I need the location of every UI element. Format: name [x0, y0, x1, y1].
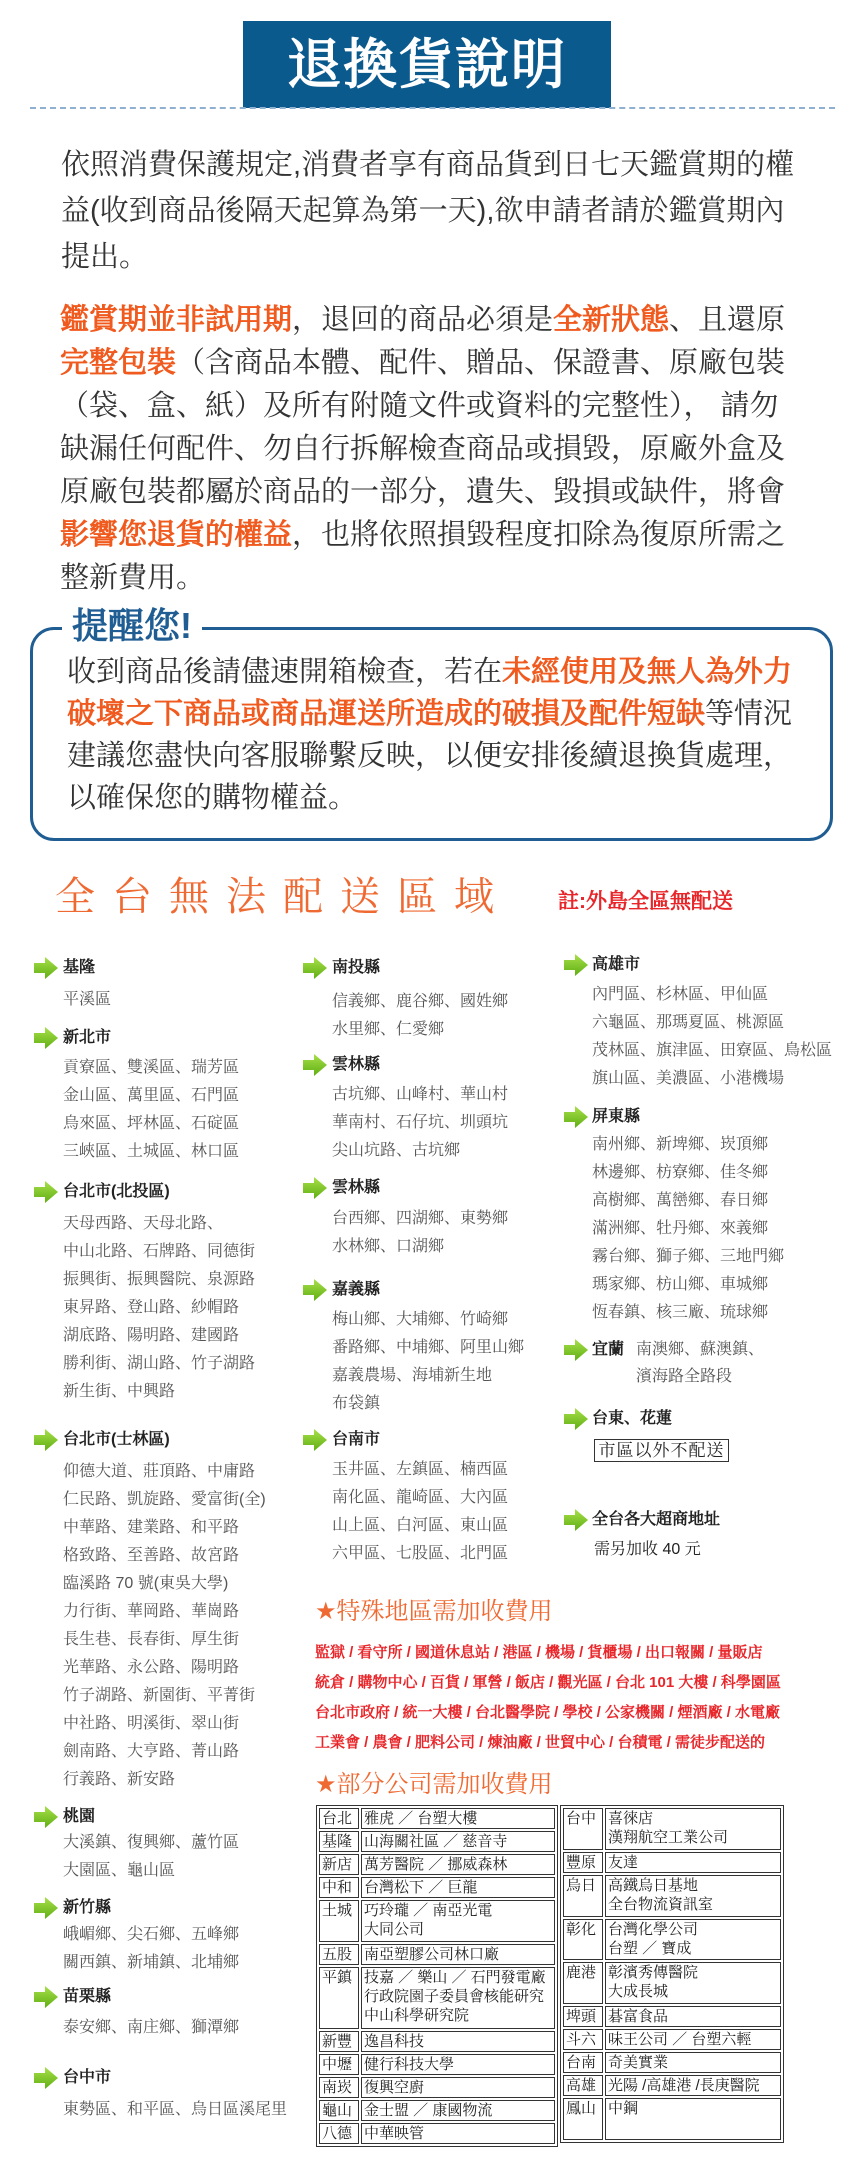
- green-arrow-icon: [33, 956, 59, 980]
- region-name: 全台各大超商地址: [592, 1511, 721, 1528]
- company-names: [605, 1808, 781, 1850]
- company-names: [605, 2006, 781, 2027]
- region-heading: [592, 1508, 720, 1532]
- company-row: [319, 1831, 555, 1852]
- region-list: [592, 1131, 784, 1327]
- green-arrow-icon: [33, 1026, 59, 1050]
- company-name: 全台物流資訊室: [608, 1895, 714, 1913]
- green-arrow-icon: [302, 1053, 328, 1077]
- region-name: 台北市(北投區): [63, 1183, 170, 1200]
- region-line: 林邊鄉、枋寮鄉、佳冬鄉: [592, 1164, 769, 1181]
- company-name: 大成長城: [608, 1983, 669, 2001]
- region-line: 旗山區、美濃區、小港機場: [592, 1070, 785, 1087]
- region-line: 水林鄉、口湖鄉: [332, 1238, 445, 1255]
- region-section: [63, 1896, 239, 1977]
- text-line: [60, 428, 785, 471]
- region-list: [332, 988, 508, 1044]
- region-line: 湖底路、陽明路、建國路: [63, 1327, 240, 1344]
- region-line: 茂林區、旗津區、田寮區、鳥松區: [592, 1042, 833, 1059]
- region-heading: [63, 1026, 239, 1050]
- company-name: 味王公司 ／ 台塑六輕: [608, 2031, 752, 2049]
- region-line: 新生街、中興路: [63, 1383, 176, 1400]
- company-names: [361, 1900, 555, 1942]
- text-line: [67, 735, 792, 777]
- company-names: [361, 1944, 555, 1965]
- company-names: [361, 2031, 555, 2052]
- company-row: [563, 1962, 781, 2004]
- company-name: 巧玲瓏 ／ 南亞光電: [364, 1902, 493, 1919]
- region-line: 光華路、永公路、陽明路: [63, 1659, 240, 1676]
- text-segment: 依照消費保護規定,消費者享有商品貨到日七天鑑賞期的權: [61, 149, 795, 181]
- region-heading: [592, 1338, 765, 1385]
- company-names: [605, 2098, 781, 2140]
- green-arrow-icon: [563, 953, 589, 977]
- text-segment: 等情況: [705, 698, 793, 730]
- region-section: [63, 2066, 287, 2124]
- company-name: 中鋼: [608, 2100, 639, 2118]
- company-names: [605, 2029, 781, 2050]
- region-section: [332, 1278, 524, 1418]
- text-segment: 收到商品後請儘速開箱檢查，若在: [67, 656, 503, 688]
- region-line: 關西鎮、新埔鎮、北埔鄉: [63, 1954, 240, 1971]
- text-line: [60, 299, 785, 342]
- company-row: [319, 2031, 555, 2052]
- region-section: [332, 1053, 508, 1165]
- region-name: 屏東縣: [592, 1108, 641, 1125]
- region-name: 台中市: [63, 2069, 112, 2086]
- region-name: 新北市: [63, 1029, 112, 1046]
- company-row: [319, 2054, 555, 2075]
- region-name: 基隆: [63, 959, 96, 976]
- intro-paragraph: [61, 142, 794, 280]
- region-line: 平溪區: [63, 991, 112, 1008]
- company-area: 中和: [319, 1877, 359, 1898]
- region-line: 南州鄉、新埤鄉、崁頂鄉: [592, 1136, 769, 1153]
- region-section: [63, 1805, 239, 1885]
- company-row: [563, 1852, 781, 1873]
- company-area: 五股: [319, 1944, 359, 1965]
- company-row: [319, 2100, 555, 2121]
- region-line: 中社路、明溪街、翠山街: [63, 1715, 240, 1732]
- no-delivery-title: 全台無法配送區域: [55, 875, 511, 919]
- company-row: [319, 1854, 555, 1875]
- company-name: 中山科學研究院: [364, 2006, 470, 2024]
- company-area: 新豐: [319, 2031, 359, 2052]
- region-heading: [63, 1180, 255, 1204]
- text-segment: 建議您盡快向客服聯繫反映，以便安排後續退換貨處理，: [67, 740, 793, 772]
- company-area: 龜山: [319, 2100, 359, 2121]
- green-arrow-icon: [563, 1338, 589, 1362]
- company-row: [563, 2052, 781, 2073]
- company-area: 八德: [319, 2123, 359, 2144]
- region-line: 內門區、杉林區、甲仙區: [592, 986, 769, 1003]
- company-row: [563, 1919, 781, 1961]
- region-line: 金山區、萬里區、石門區: [63, 1087, 240, 1104]
- company-names: [361, 1854, 555, 1875]
- policy-paragraph: [60, 299, 785, 600]
- region-line: 振興街、振興醫院、泉源路: [63, 1271, 256, 1288]
- text-segment: （含商品本體、配件、贈品、保證書、原廠包裝: [176, 347, 786, 379]
- region-line: 恆春鎮、核三廠、琉球鄉: [592, 1304, 769, 1321]
- company-name: 台灣化學公司: [608, 1920, 699, 1938]
- region-line: 梅山鄉、大埔鄉、竹崎鄉: [332, 1311, 509, 1328]
- region-line: 勝利街、湖山路、竹子湖路: [63, 1355, 256, 1372]
- company-names: [605, 1875, 781, 1917]
- region-line: 中山北路、石牌路、同德街: [63, 1243, 256, 1260]
- region-name: 新竹縣: [63, 1899, 112, 1916]
- company-name: 復興空廚: [364, 2079, 425, 2097]
- region-list: [63, 1458, 266, 1794]
- company-name: 漢翔航空工業公司: [608, 1829, 729, 1846]
- region-line: 泰安鄉、南庄鄉、獅潭鄉: [63, 2019, 240, 2036]
- region-name: 南投縣: [332, 959, 381, 976]
- region-section: [592, 1407, 672, 1431]
- company-name: 碁富食品: [608, 2008, 669, 2026]
- companies-table-right: [560, 1805, 784, 2143]
- region-name: 雲林縣: [332, 1179, 381, 1196]
- region-name: 台南市: [332, 1431, 381, 1448]
- company-area: 新店: [319, 1854, 359, 1875]
- region-section: [332, 1176, 508, 1261]
- company-names: [361, 1967, 555, 2030]
- company-name: 奇美實業: [608, 2054, 669, 2072]
- company-names: [605, 1962, 781, 2004]
- company-row: [563, 2075, 781, 2096]
- no-delivery-note: 註:外島全區無配送: [558, 890, 733, 913]
- region-name: 宜蘭: [592, 1341, 625, 1358]
- special-area-line: 工業會 / 農會 / 肥料公司 / 煉油廠 / 世貿中心 / 台積電 / 需徒步配送的: [315, 1734, 766, 1751]
- region-line: 滿洲鄉、牡丹鄉、來義鄉: [592, 1220, 769, 1237]
- company-area: 台中: [563, 1808, 603, 1850]
- green-arrow-icon: [33, 2066, 59, 2090]
- company-name: 萬芳醫院 ／ 挪威森林: [364, 1856, 508, 1873]
- region-section: [592, 1338, 765, 1385]
- company-names: [605, 2052, 781, 2073]
- company-row: [319, 1900, 555, 1942]
- text-segment: 、且還原: [669, 304, 786, 336]
- special-areas-title: ★特殊地區需加收費用: [315, 1598, 553, 1625]
- highlight-text: 完整包裝: [60, 347, 177, 379]
- region-heading: [592, 1407, 672, 1431]
- company-name: 山海關社區 ／ 慈音寺: [364, 1833, 508, 1850]
- green-arrow-icon: [563, 1407, 589, 1431]
- region-line: 南澳鄉、蘇澳鎮、: [636, 1341, 765, 1358]
- region-heading: [63, 1985, 239, 2009]
- special-area-line: 台北市政府 / 統一大樓 / 台北醫學院 / 學校 / 公家機關 / 煙酒廠 / 水電廠: [315, 1704, 781, 1721]
- region-heading: [63, 1896, 239, 1920]
- region-list: [332, 1456, 508, 1568]
- text-segment: ，退回的商品必須是: [292, 304, 554, 336]
- company-row: [319, 1808, 555, 1829]
- company-area: 台南: [563, 2052, 603, 2073]
- text-segment: 原廠包裝都屬於商品的一部分，遺失、毀損或缺件，將會: [60, 476, 786, 508]
- region-line: 番路鄉、中埔鄉、阿里山鄉: [332, 1339, 525, 1356]
- convenience-fee: 需另加收 40 元: [594, 1541, 701, 1558]
- region-line: 南化區、龍崎區、大內區: [332, 1489, 509, 1506]
- region-line: 竹子湖路、新園街、平菁街: [63, 1687, 256, 1704]
- company-name: 彰濱秀傳醫院: [608, 1964, 699, 1982]
- region-name: 雲林縣: [332, 1056, 381, 1073]
- region-line: 布袋鎮: [332, 1395, 381, 1412]
- region-line: 中華路、建業路、和平路: [63, 1519, 240, 1536]
- green-arrow-icon: [563, 1508, 589, 1532]
- region-line: 東勢區、和平區、烏日區溪尾里: [63, 2101, 288, 2118]
- text-line: [61, 188, 794, 234]
- company-area: 基隆: [319, 1831, 359, 1852]
- company-names: [361, 2054, 555, 2075]
- text-segment: 以確保您的購物權益。: [67, 782, 358, 814]
- region-name: 高雄市: [592, 956, 641, 973]
- region-line: 玉井區、左鎮區、楠西區: [332, 1461, 509, 1478]
- reminder-title: 提醒您!: [62, 605, 202, 647]
- region-name: 桃園: [63, 1808, 96, 1825]
- region-line: 臨溪路 70 號(東吳大學): [63, 1575, 229, 1592]
- region-line: 山上區、白河區、東山區: [332, 1517, 509, 1534]
- region-section: [332, 1428, 508, 1568]
- text-line: [60, 385, 785, 428]
- company-name: 高鐵烏日基地: [608, 1876, 699, 1894]
- company-names: [605, 2075, 781, 2096]
- company-names: [361, 1877, 555, 1898]
- region-line: 水里鄉、仁愛鄉: [332, 1021, 445, 1038]
- company-name: 技嘉 ／ 樂山 ／ 石門發電廠: [364, 1968, 546, 1986]
- company-names: [605, 1919, 781, 1961]
- companies-title: ★部分公司需加收費用: [315, 1771, 553, 1798]
- region-section: [592, 1105, 784, 1327]
- company-area: 平鎮: [319, 1967, 359, 2030]
- text-line: [61, 234, 794, 280]
- company-row: [563, 2006, 781, 2027]
- company-row: [319, 1877, 555, 1898]
- region-line: 峨嵋鄉、尖石鄉、五峰鄉: [63, 1926, 240, 1943]
- highlight-text: 破壞之下商品或商品運送所造成的破損及配件短缺: [67, 698, 706, 730]
- green-arrow-icon: [302, 1428, 328, 1452]
- company-row: [563, 2029, 781, 2050]
- special-areas-list: [315, 1638, 781, 1758]
- company-area: 斗六: [563, 2029, 603, 2050]
- region-heading: [63, 2066, 287, 2090]
- region-line: 信義鄉、鹿谷鄉、國姓鄉: [332, 993, 509, 1010]
- company-name: 中華映管: [364, 2125, 425, 2143]
- region-line: 大溪鎮、復興鄉、蘆竹區: [63, 1834, 240, 1851]
- green-arrow-icon: [33, 1805, 59, 1829]
- region-line: 台西鄉、四湖鄉、東勢鄉: [332, 1210, 509, 1227]
- region-list: [592, 981, 832, 1093]
- region-heading: [63, 1805, 239, 1829]
- text-line: [60, 557, 785, 600]
- dashed-divider: [30, 107, 835, 109]
- green-arrow-icon: [33, 1896, 59, 1920]
- region-list: [63, 1921, 239, 1977]
- region-line: 力行街、華岡路、華崗路: [63, 1603, 240, 1620]
- company-area: 埤頭: [563, 2006, 603, 2027]
- green-arrow-icon: [302, 1176, 328, 1200]
- region-line: 嘉義農場、海埔新生地: [332, 1367, 493, 1384]
- text-line: [67, 777, 792, 819]
- company-area: 土城: [319, 1900, 359, 1942]
- company-name: 喜徠店: [608, 1810, 654, 1827]
- company-row: [319, 1944, 555, 1965]
- company-area: 豐原: [563, 1852, 603, 1873]
- region-list: [63, 2014, 239, 2042]
- company-names: [361, 1831, 555, 1852]
- company-area: 烏日: [563, 1875, 603, 1917]
- region-heading: [332, 1278, 524, 1302]
- region-heading: [332, 1428, 508, 1452]
- region-section: [592, 953, 832, 1093]
- page-title-banner: [243, 21, 611, 108]
- company-area: 鹿港: [563, 1962, 603, 2004]
- region-list: [63, 1210, 255, 1406]
- region-list: [332, 1205, 508, 1261]
- green-arrow-icon: [33, 1428, 59, 1452]
- text-segment: 缺漏任何配件、勿自行拆解檢查商品或損毀，原廠外盒及: [60, 433, 786, 465]
- region-line: 烏來區、坪林區、石碇區: [63, 1115, 240, 1132]
- text-segment: 益(收到商品後隔天起算為第一天),欲申請者請於鑑賞期內: [61, 195, 785, 227]
- company-name: 行政院園子委員會核能研究: [364, 1987, 545, 2005]
- region-line: 尖山坑路、古坑鄉: [332, 1142, 461, 1159]
- region-list: [332, 1081, 508, 1165]
- text-segment: 整新費用。: [60, 562, 206, 594]
- region-line: 仁民路、凱旋路、愛富街(全): [63, 1491, 266, 1508]
- region-section: [63, 1026, 239, 1166]
- special-area-line: 統倉 / 購物中心 / 百貨 / 軍營 / 飯店 / 觀光區 / 台北 101 大樓 / 科學園區: [315, 1674, 781, 1691]
- highlight-text: 影響您退貨的權益: [60, 519, 293, 551]
- region-heading: [592, 1105, 784, 1129]
- page-title: 退換貨說明: [287, 34, 567, 95]
- special-area-line: 監獄 / 看守所 / 國道休息站 / 港區 / 機場 / 貨櫃場 / 出口報關 / 量販店: [315, 1644, 763, 1661]
- region-section: [63, 1428, 266, 1794]
- text-line: [67, 693, 792, 735]
- companies-table-left: [316, 1805, 558, 2147]
- green-arrow-icon: [302, 1278, 328, 1302]
- region-line: 六甲區、七股區、北門區: [332, 1545, 509, 1562]
- company-names: [361, 1808, 555, 1829]
- company-name: 友達: [608, 1853, 639, 1871]
- company-name: 雅虎 ／ 台塑大樓: [364, 1810, 478, 1827]
- region-line: 瑪家鄉、枋山鄉、車城鄉: [592, 1276, 769, 1293]
- region-line: 霧台鄉、獅子鄉、三地門鄉: [592, 1248, 785, 1265]
- region-heading: [332, 1176, 508, 1200]
- region-list: [63, 2096, 287, 2124]
- company-names: [361, 2100, 555, 2121]
- text-segment: ，也將依照損毀程度扣除為復原所需之: [292, 519, 786, 551]
- company-area: 高雄: [563, 2075, 603, 2096]
- highlight-text: 鑑賞期並非試用期: [60, 304, 293, 336]
- company-names: [605, 1852, 781, 1873]
- region-section: [332, 956, 508, 1044]
- green-arrow-icon: [33, 1180, 59, 1204]
- region-line: 天母西路、天母北路、: [63, 1215, 224, 1232]
- highlight-text: 全新狀態: [553, 304, 670, 336]
- green-arrow-icon: [302, 956, 328, 980]
- company-names: [361, 2123, 555, 2144]
- region-line: 長生巷、長春街、厚生街: [63, 1631, 240, 1648]
- region-list: [636, 1336, 764, 1390]
- region-line: 六龜區、那瑪夏區、桃源區: [592, 1014, 785, 1031]
- region-line: 大園區、龜山區: [63, 1862, 176, 1879]
- region-section: [63, 1180, 255, 1406]
- company-row: [319, 2077, 555, 2098]
- region-section: [63, 956, 111, 1014]
- region-line: 東昇路、登山路、紗帽路: [63, 1299, 240, 1316]
- company-area: 南崁: [319, 2077, 359, 2098]
- company-row: [563, 1808, 781, 1850]
- region-line: 華南村、石仔坑、圳頭坑: [332, 1114, 509, 1131]
- region-name: 嘉義縣: [332, 1281, 381, 1298]
- reminder-paragraph: [67, 651, 792, 819]
- company-name: 南亞塑膠公司林口廠: [364, 1945, 500, 1963]
- company-row: [319, 2123, 555, 2144]
- highlight-text: 未經使用及無人為外力: [502, 656, 793, 688]
- region-list: [63, 1054, 239, 1166]
- text-line: [60, 471, 785, 514]
- company-names: [361, 2077, 555, 2098]
- region-name: 苗栗縣: [63, 1988, 112, 2005]
- company-name: 健行科技大學: [364, 2056, 455, 2074]
- green-arrow-icon: [563, 1105, 589, 1129]
- region-line: 濱海路全路段: [636, 1368, 733, 1385]
- region-heading: [332, 1053, 508, 1077]
- region-heading: [332, 956, 508, 980]
- outside-city-note: 市區以外不配送: [594, 1439, 729, 1462]
- region-section: [63, 1985, 239, 2042]
- region-line: 格致路、至善路、故宮路: [63, 1547, 240, 1564]
- company-area: 彰化: [563, 1919, 603, 1961]
- company-area: 中壢: [319, 2054, 359, 2075]
- region-line: 劍南路、大亨路、菁山路: [63, 1743, 240, 1760]
- region-section: [592, 1508, 720, 1532]
- company-name: 金士盟 ／ 康國物流: [364, 2102, 493, 2120]
- company-row: [563, 2098, 781, 2140]
- company-name: 逸昌科技: [364, 2033, 425, 2051]
- region-line: 高樹鄉、萬巒鄉、春日鄉: [592, 1192, 769, 1209]
- region-name: 台北市(士林區): [63, 1431, 170, 1448]
- text-segment: 提出。: [61, 241, 149, 273]
- region-line: 仰德大道、莊頂路、中庸路: [63, 1463, 256, 1480]
- region-heading: [592, 953, 832, 977]
- region-list: [63, 1829, 239, 1885]
- company-name: 台灣松下 ／ 巨龍: [364, 1879, 478, 1896]
- region-name: 台東、花蓮: [592, 1410, 673, 1427]
- region-line: 貢寮區、雙溪區、瑞芳區: [63, 1059, 240, 1076]
- green-arrow-icon: [33, 1985, 59, 2009]
- region-heading: [63, 1428, 266, 1452]
- text-segment: （袋、盒、紙）及所有附隨文件或資料的完整性）， 請勿: [60, 390, 779, 422]
- company-area: 台北: [319, 1808, 359, 1829]
- region-list: [63, 986, 111, 1014]
- text-line: [61, 142, 794, 188]
- company-area: 鳳山: [563, 2098, 603, 2140]
- company-row: [319, 1967, 555, 2030]
- text-line: [67, 651, 792, 693]
- text-line: [60, 514, 785, 557]
- region-line: 三峽區、土城區、林口區: [63, 1143, 240, 1160]
- company-name: 光陽 /高雄港 /長庚醫院: [608, 2077, 760, 2095]
- region-line: 行義路、新安路: [63, 1771, 176, 1788]
- company-name: 大同公司: [364, 1921, 425, 1938]
- text-line: [60, 342, 785, 385]
- region-list: [332, 1306, 524, 1418]
- company-name: 台塑 ／ 寶成: [608, 1939, 692, 1957]
- region-heading: [63, 956, 111, 980]
- company-row: [563, 1875, 781, 1917]
- region-line: 古坑鄉、山峰村、華山村: [332, 1086, 509, 1103]
